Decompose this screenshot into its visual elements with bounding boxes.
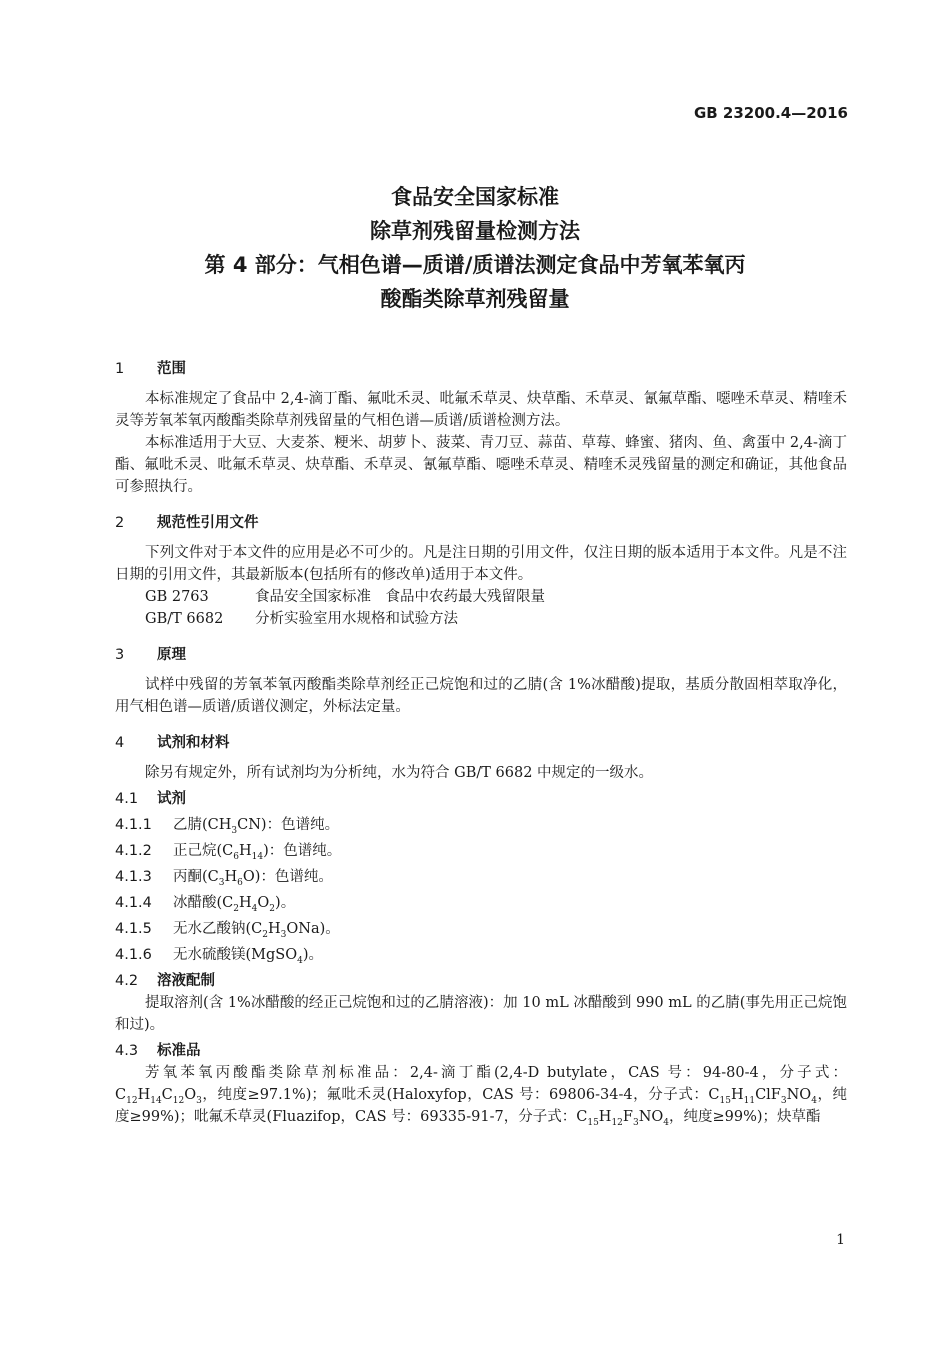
formula-part: ) — [302, 947, 309, 963]
formula-part: (C — [216, 895, 234, 911]
item-number: 4.1.3 — [115, 869, 152, 885]
reference-item — [115, 586, 847, 608]
item-number: 4.1.5 — [115, 921, 152, 937]
reagent-grade: 。 — [325, 921, 340, 937]
formula-subscript: 4 — [811, 1095, 817, 1106]
formula-part: CN) — [237, 817, 267, 833]
formula-part: H — [224, 869, 238, 885]
section-number: 3 — [115, 647, 125, 663]
subsection-heading-reagents — [115, 788, 847, 810]
subsection-number: 4.1 — [115, 791, 139, 807]
paragraph: 本标准适用于大豆、大麦茶、粳米、胡萝卜、菠菜、青刀豆、蒜苗、草莓、蜂蜜、猪肉、鱼、禽蛋中 2,4-滴丁酯、氟吡禾灵、吡氟禾草灵、炔草酯、禾草灵、氰氟草酯、噁唑禾草灵、精喹禾灵残留量的测定和确证，其他食品可参照执行。 — [115, 435, 847, 495]
reagent-name: 正己烷 — [173, 843, 217, 859]
formula-subscript: 3 — [280, 929, 287, 940]
text-run: H — [137, 1087, 151, 1103]
formula-part: (C — [202, 869, 219, 885]
formula-part: (MgSO — [245, 947, 298, 963]
formula-subscript: 6 — [237, 877, 243, 888]
document-body — [115, 358, 847, 1128]
formula-part: (C — [245, 921, 263, 937]
reference-title: 食品安全国家标准 食品中农药最大残留限量 — [255, 589, 545, 605]
formula-subscript: 3 — [632, 1117, 639, 1128]
reagent-name: 乙腈 — [173, 817, 202, 833]
section-heading-reagents — [115, 732, 847, 754]
reagent-name: 丙酮 — [173, 869, 202, 885]
formula-subscript: 14 — [251, 851, 264, 862]
section-heading-scope — [115, 358, 847, 380]
section-number: 4 — [115, 735, 125, 751]
reagent-item — [115, 840, 847, 862]
formula-subscript: 12 — [611, 1117, 623, 1128]
text-run: NO — [638, 1109, 664, 1125]
reference-code: GB/T 6682 — [145, 611, 224, 627]
formula-subscript: 14 — [150, 1095, 162, 1106]
formula-subscript: 3 — [780, 1095, 787, 1106]
formula-part: O) — [242, 869, 261, 885]
section-heading-principle — [115, 644, 847, 666]
text-run: O — [184, 1087, 197, 1103]
formula-part: ONa) — [286, 921, 326, 937]
formula-subscript: 15 — [719, 1095, 731, 1106]
section-title: 范围 — [157, 361, 186, 377]
section-number: 2 — [115, 515, 125, 531]
formula-subscript: 4 — [297, 955, 303, 966]
standard-number: GB 23200.4—2016 — [693, 104, 848, 122]
reagent-grade: 。 — [308, 947, 324, 963]
title-line: 食品安全国家标准 — [391, 185, 559, 209]
paragraph: 试样中残留的芳氧苯氧丙酸酯类除草剂经正己烷饱和过的乙腈(含 1%冰醋酸)提取，基质分散固相萃取净化，用气相色谱—质谱/质谱仪测定，外标法定量。 — [115, 677, 847, 715]
text-run: F — [622, 1109, 633, 1125]
subsection-title: 试剂 — [157, 791, 186, 807]
formula-subscript: 12 — [126, 1095, 138, 1106]
reagent-name: 无水硫酸镁 — [173, 947, 246, 963]
reference-title: 分析实验室用水规格和试验方法 — [255, 611, 458, 627]
formula-part: (CH — [202, 817, 232, 833]
page-number: 1 — [836, 1232, 845, 1248]
text-run: C — [161, 1087, 173, 1103]
section-title: 原理 — [157, 647, 186, 663]
formula-part: H — [239, 895, 252, 911]
text-run: ，纯度≥99%)；炔草酯 — [669, 1109, 821, 1125]
title-line: 第 4 部分：气相色谱—质谱/质谱法测定食品中芳氧苯氧丙 — [204, 253, 746, 277]
text-run: ，纯度≥99%)；吡氟禾草灵(Fluazifop，CAS 号：69335-91-7，分子式：C — [115, 1087, 848, 1125]
item-number: 4.1.2 — [115, 843, 152, 859]
formula-subscript: 2 — [233, 903, 239, 914]
paragraph: 除另有规定外，所有试剂均为分析纯，水为符合 GB/T 6682 中规定的一级水。 — [145, 765, 654, 781]
formula-part: H — [268, 921, 281, 937]
reagent-item — [115, 892, 847, 914]
paragraph: 提取溶剂(含 1%冰醋酸的经正己烷饱和过的乙腈溶液)：加 10 mL 冰醋酸到 990 mL 的乙腈(事先用正己烷饱和过)。 — [115, 995, 847, 1033]
formula-part: ) — [275, 895, 281, 911]
subsection-heading-standards — [115, 1040, 847, 1062]
text-run: NO — [786, 1087, 812, 1103]
section-title: 试剂和材料 — [157, 735, 230, 751]
section-title: 规范性引用文件 — [157, 515, 259, 531]
formula-subscript: 3 — [218, 877, 225, 888]
reagent-item — [115, 814, 847, 836]
subsection-heading-solutions — [115, 970, 847, 992]
formula-subscript: 6 — [233, 851, 239, 862]
text-run: ，纯度≥97.1%)；氟吡禾灵(Haloxyfop，CAS 号：69806-34-4，分子式：C — [201, 1087, 720, 1103]
formula-subscript: 4 — [251, 903, 258, 914]
reagent-name: 冰醋酸 — [173, 895, 217, 911]
text-run: ClF — [755, 1087, 781, 1103]
reagent-grade: ：色谱纯。 — [266, 817, 340, 833]
reference-code: GB 2763 — [145, 589, 209, 605]
item-number: 4.1.6 — [115, 947, 152, 963]
text-run: H — [730, 1087, 744, 1103]
reagent-grade: ：色谱纯。 — [260, 869, 333, 885]
section-heading-references — [115, 512, 847, 534]
formula-part: (C — [216, 843, 234, 859]
subsection-number: 4.2 — [115, 973, 139, 989]
reference-item — [115, 608, 847, 630]
formula-subscript: 12 — [172, 1095, 185, 1106]
subsection-title: 溶液配制 — [157, 973, 215, 989]
item-number: 4.1.4 — [115, 895, 152, 911]
reagent-item — [115, 918, 847, 940]
formula-subscript: 15 — [587, 1117, 599, 1128]
document-title — [0, 180, 950, 316]
reagent-grade: ：色谱纯。 — [268, 843, 342, 859]
text-run: 芳氧苯氧丙酸酯类除草剂标准品：2,4-滴丁酯(2,4-D butylate，CAS 号：94-80-4，分子式：C — [115, 1065, 847, 1103]
subsection-title: 标准品 — [157, 1043, 201, 1059]
formula-part: H — [239, 843, 252, 859]
paragraph: 下列文件对于本文件的应用是必不可少的。凡是注日期的引用文件，仅注日期的版本适用于本文件。凡是不注日期的引用文件，其最新版本(包括所有的修改单)适用于本文件。 — [115, 545, 847, 583]
reagent-item — [115, 944, 847, 966]
section-number: 1 — [115, 361, 125, 377]
formula-part: ) — [263, 843, 269, 859]
title-line: 除草剂残留量检测方法 — [370, 219, 580, 243]
paragraph: 本标准规定了食品中 2,4-滴丁酯、氟吡禾灵、吡氟禾草灵、炔草酯、禾草灵、氰氟草酯、噁唑禾草灵、精喹禾灵等芳氧苯氧丙酸酯类除草剂残留量的气相色谱—质谱/质谱检测方法。 — [115, 391, 847, 429]
formula-subscript: 2 — [262, 929, 268, 940]
formula-subscript: 3 — [196, 1095, 202, 1106]
reagent-item — [115, 866, 847, 888]
subsection-number: 4.3 — [115, 1043, 139, 1059]
formula-subscript: 4 — [663, 1117, 670, 1128]
reagent-name: 无水乙酸钠 — [173, 921, 246, 937]
formula-subscript: 3 — [231, 825, 238, 836]
formula-subscript: 11 — [743, 1095, 756, 1106]
reagent-grade: 。 — [280, 895, 296, 911]
formula-subscript: 2 — [269, 903, 276, 914]
text-run: H — [598, 1109, 612, 1125]
item-number: 4.1.1 — [115, 817, 152, 833]
title-line: 酸酯类除草剂残留量 — [380, 287, 570, 311]
paragraph-standards — [115, 1062, 847, 1128]
formula-part: O — [257, 895, 270, 911]
